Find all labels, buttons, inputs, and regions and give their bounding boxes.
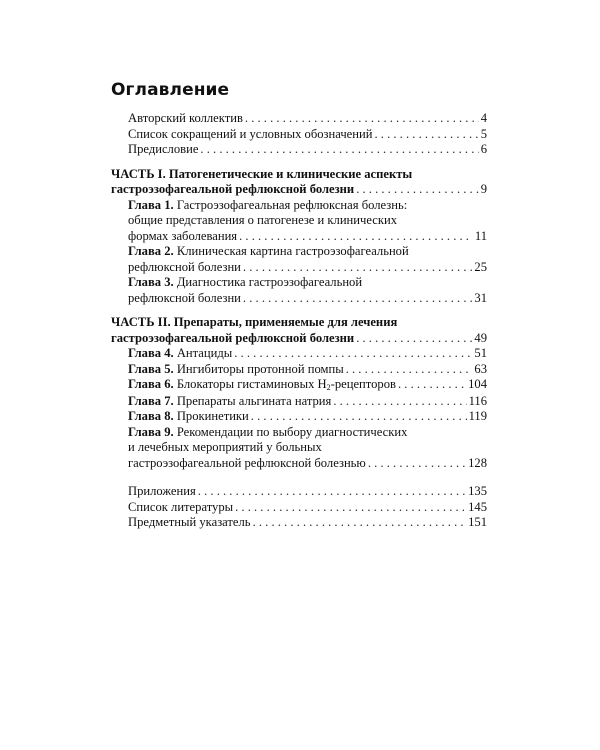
chapter-title-line: Ингибиторы протонной помпы [176,361,344,376]
chapter-title-line: Антациды [176,346,233,360]
toc-entry-page: 151 [468,515,487,529]
chapter-number: Глава 7. [128,393,174,408]
toc-entry-authors[interactable] [111,111,487,127]
toc-entry-page: 5 [480,126,487,141]
chapter-title-line: рефлюксной болезни [128,290,241,305]
leader-dots [245,111,479,127]
toc-entry-page: 128 [468,455,487,470]
chapter-title-line: Клиническая картина гастроэзофагеальной [176,244,409,258]
part-heading-line: гастроэзофагеальной рефлюксной болезни [111,182,355,196]
chapter-title-line: Блокаторы гистаминовых H [176,377,327,391]
toc-entry-abbreviations[interactable] [111,127,487,143]
part-heading-line: гастроэзофагеальной рефлюксной болезни [111,330,355,345]
toc-entry-references[interactable] [111,500,487,516]
leader-dots [368,456,466,472]
toc-entry-chapter-9[interactable] [111,425,487,472]
toc-entry-page: 25 [474,259,487,274]
subscript: 2 [326,383,331,392]
leader-dots [198,484,466,500]
chapter-title-line: Рекомендации по выбору диагностических [176,424,408,439]
toc-entry-page: 51 [474,346,487,360]
toc-entry-preface[interactable] [111,142,487,158]
chapter-title-line: Прокинетики [176,409,249,423]
leader-dots [243,260,472,276]
part-heading-line: ЧАСТЬ I. Патогенетические и клинические аспекты [111,166,413,181]
chapter-number: Глава 1. [128,197,174,212]
leader-dots [374,127,478,143]
chapter-title-line: общие представления о патогенезе и клинических [128,213,398,227]
table-of-contents [111,111,487,531]
chapter-title-line: формах заболевания [128,228,238,243]
toc-entry-page: 11 [474,228,487,243]
chapter-title-line: -рецепторов [330,377,396,391]
toc-entry-chapter-5[interactable] [111,362,487,378]
chapter-title-line: Препараты альгината натрия [176,393,332,408]
chapter-number: Глава 2. [128,244,174,258]
toc-entry-page: 145 [468,499,487,514]
toc-entry-page: 9 [480,182,487,196]
toc-entry-page: 119 [468,409,487,423]
toc-entry-chapter-6[interactable] [111,377,487,394]
toc-entry-page: 63 [474,361,487,376]
leader-dots [200,142,478,158]
leader-dots [251,409,467,425]
chapter-title-line: Гастроэзофагеальная рефлюксная болезнь: [176,197,408,212]
toc-entry-chapter-3[interactable] [111,275,487,306]
chapter-title-line: Диагностика гастроэзофагеальной [176,275,363,289]
leader-dots [234,346,472,362]
leader-dots [346,362,473,378]
toc-entry-label: Авторский коллектив [128,111,243,125]
chapter-number: Глава 9. [128,424,174,439]
leader-dots [398,377,466,393]
toc-entry-page: 49 [474,330,487,345]
part-heading-line: ЧАСТЬ II. Препараты, применяемые для лечения [111,315,398,329]
toc-entry-index[interactable] [111,515,487,531]
toc-entry-label: Список литературы [128,499,234,514]
toc-entry-appendices[interactable] [111,484,487,500]
toc-entry-page: 116 [468,393,487,408]
toc-entry-label: Список сокращений и условных обозначений [128,126,373,141]
toc-entry-page: 135 [468,484,487,498]
toc-entry-page: 104 [468,377,487,391]
toc-entry-part-2[interactable] [111,315,487,346]
toc-entry-page: 31 [474,290,487,305]
chapter-number: Глава 6. [128,377,174,391]
toc-entry-label: Предисловие [128,142,199,156]
leader-dots [333,394,466,410]
toc-entry-chapter-4[interactable] [111,346,487,362]
toc-entry-chapter-2[interactable] [111,244,487,275]
chapter-number: Глава 5. [128,361,174,376]
toc-entry-part-1[interactable] [111,167,487,198]
toc-entry-page: 4 [480,111,487,125]
chapter-title-line: рефлюксной болезни [128,259,241,274]
chapter-number: Глава 4. [128,346,174,360]
leader-dots [239,229,473,245]
toc-entry-chapter-1[interactable] [111,198,487,245]
chapter-title-line: гастроэзофагеальной рефлюксной болезнью [128,455,366,470]
leader-dots [243,291,472,307]
toc-entry-page: 6 [480,142,487,156]
toc-entry-chapter-8[interactable] [111,409,487,425]
chapter-number: Глава 8. [128,409,174,423]
chapter-title-line: и лечебных мероприятий у больных [128,440,322,454]
leader-dots [356,182,479,198]
toc-entry-label: Предметный указатель [128,515,251,529]
leader-dots [235,500,466,516]
toc-entry-chapter-7[interactable] [111,394,487,410]
leader-dots [253,515,467,531]
page-title: Оглавление [111,80,230,100]
leader-dots [356,331,472,347]
chapter-number: Глава 3. [128,275,174,289]
toc-entry-label: Приложения [128,484,196,498]
